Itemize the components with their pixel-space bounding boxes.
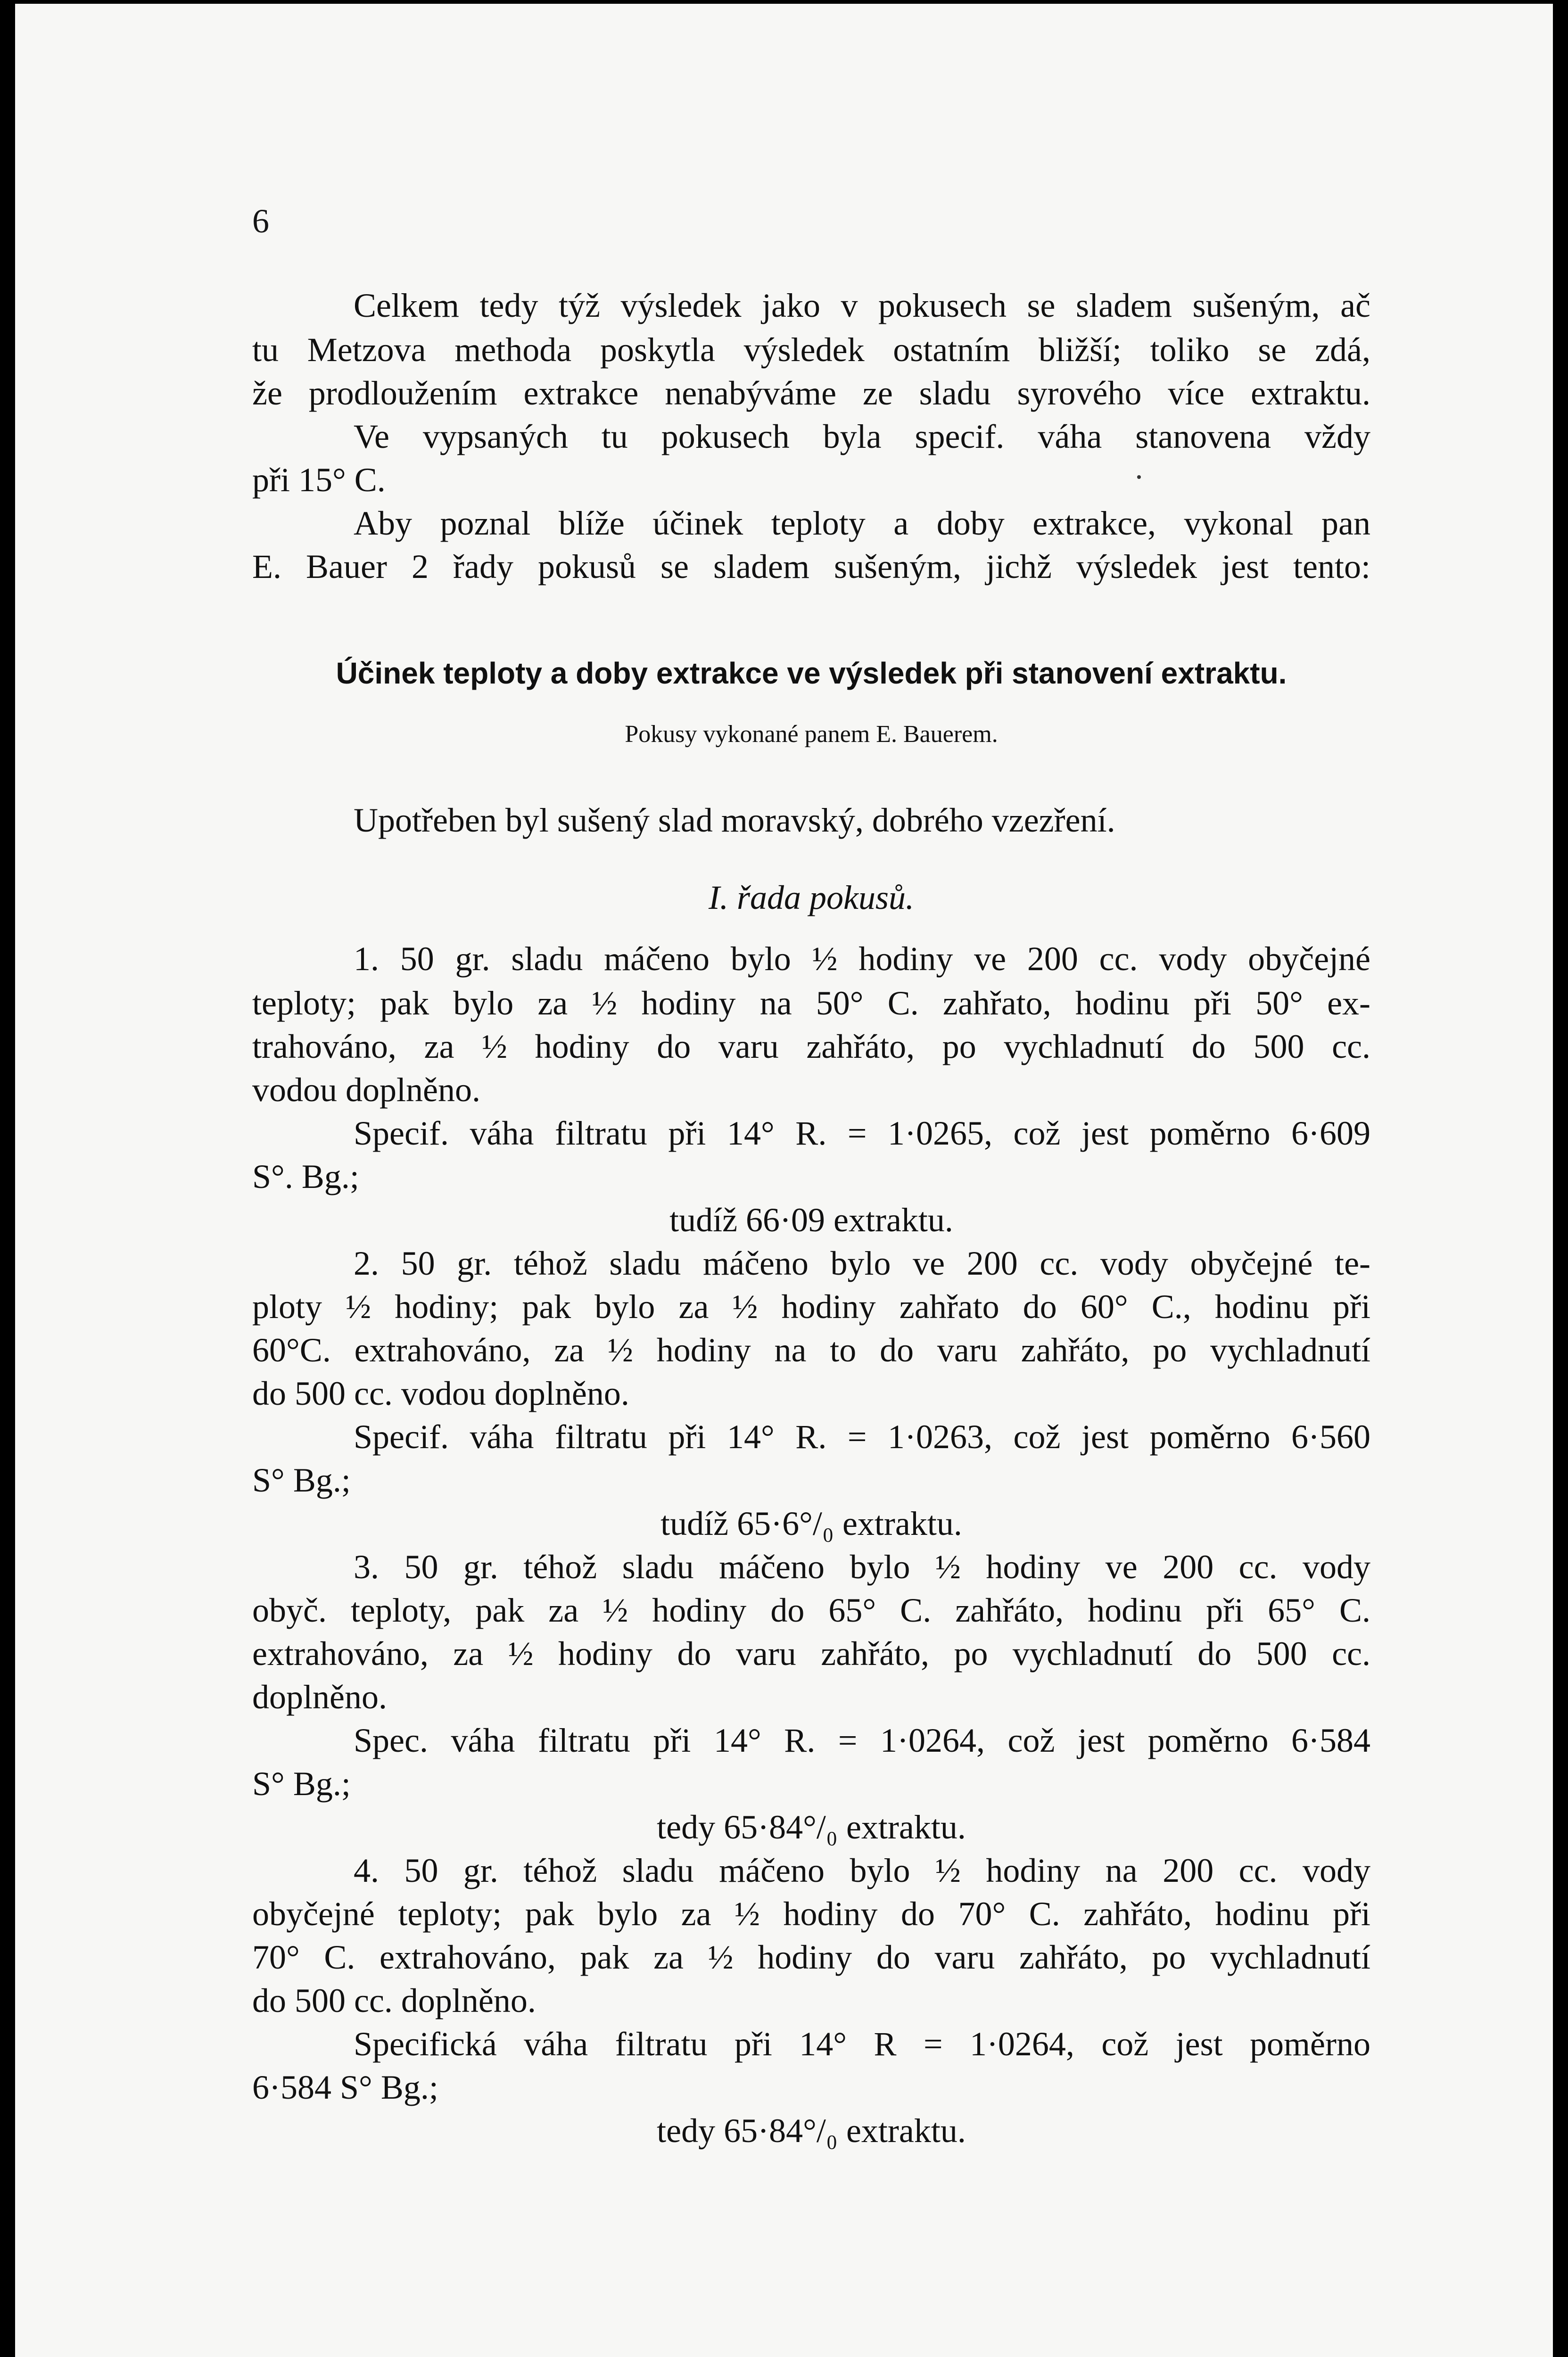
experiment-3-spec-line-2: S° Bg.; — [252, 1765, 351, 1803]
intro-line-5: při 15° C. — [252, 461, 386, 499]
document-page — [15, 4, 1553, 2357]
experiment-1-line-1: 1. 50 gr. sladu máčeno bylo ½ hodiny ve 200 cc. vody obyčejné — [354, 940, 1370, 978]
section-heading: Účinek teploty a doby extrakce ve výsledek při stanovení extraktu. — [336, 656, 1287, 690]
intro-line-2: tu Metzova methoda poskytla výsledek ostatním bližší; toliko se zdá, — [252, 331, 1370, 369]
experiment-1-spec-line-1: Specif. váha filtratu při 14° R. = 1·0265, což jest poměrno 6·609 — [354, 1114, 1370, 1152]
experiment-2-line-4: do 500 cc. vodou doplněno. — [252, 1375, 629, 1412]
experiment-2-line-3: 60°C. extrahováno, za ½ hodiny na to do varu zahřáto, po vychladnutí — [252, 1331, 1370, 1369]
intro-line-3: že prodloužením extrakce nenabýváme ze sladu syrového více extraktu. — [252, 374, 1370, 412]
experiment-3-result: tedy 65·84°/₀ extraktu. — [657, 1808, 966, 1846]
experiment-4-line-1: 4. 50 gr. téhož sladu máčeno bylo ½ hodiny na 200 cc. vody — [354, 1852, 1370, 1889]
experiment-4-result: tedy 65·84°/₀ extraktu. — [657, 2112, 966, 2150]
experiment-2-result: tudíž 65·6°/₀ extraktu. — [660, 1505, 962, 1542]
experiment-2-spec-line-2: S° Bg.; — [252, 1461, 351, 1499]
series-title: I. řada pokusů. — [709, 879, 914, 916]
experiment-1-line-2: teploty; pak bylo za ½ hodiny na 50° C. zahřato, hodinu při 50° ex- — [252, 984, 1370, 1022]
experiment-3-line-3: extrahováno, za ½ hodiny do varu zahřáto, po vychladnutí do 500 cc. — [252, 1635, 1370, 1673]
intro-line-6: Aby poznal blíže účinek teploty a doby extrakce, vykonal pan — [354, 504, 1370, 542]
material-description: Upotřeben byl sušený slad moravský, dobrého vzezření. — [354, 801, 1115, 839]
experiment-4-line-3: 70° C. extrahováno, pak za ½ hodiny do varu zahřáto, po vychladnutí — [252, 1938, 1370, 1976]
experiment-4-spec-line-1: Specifická váha filtratu při 14° R = 1·0264, což jest poměrno — [354, 2025, 1370, 2063]
experiment-2-line-1: 2. 50 gr. téhož sladu máčeno bylo ve 200 cc. vody obyčejné te- — [354, 1244, 1370, 1282]
page-number: 6 — [252, 202, 269, 240]
experiment-3-line-2: obyč. teploty, pak za ½ hodiny do 65° C. zahřáto, hodinu při 65° C. — [252, 1591, 1370, 1629]
experiment-1-line-4: vodou doplněno. — [252, 1071, 480, 1109]
intro-line-4: Ve vypsaných tu pokusech byla specif. váha stanovena vždy — [354, 418, 1370, 455]
intro-line-7: E. Bauer 2 řady pokusů se sladem sušeným, jichž výsledek jest tento: — [252, 548, 1370, 585]
section-subheading: Pokusy vykonané panem E. Bauerem. — [625, 721, 998, 748]
experiment-1-spec-line-2: S°. Bg.; — [252, 1158, 359, 1195]
experiment-2-line-2: ploty ½ hodiny; pak bylo za ½ hodiny zahřato do 60° C., hodinu při — [252, 1288, 1370, 1326]
experiment-4-spec-line-2: 6·584 S° Bg.; — [252, 2069, 438, 2106]
intro-line-1: Celkem tedy týž výsledek jako v pokusech se sladem sušeným, ač — [354, 287, 1370, 324]
experiment-3-spec-line-1: Spec. váha filtratu při 14° R. = 1·0264, což jest poměrno 6·584 — [354, 1722, 1370, 1759]
experiment-2-spec-line-1: Specif. váha filtratu při 14° R. = 1·0263, což jest poměrno 6·560 — [354, 1418, 1370, 1456]
print-dot — [1137, 475, 1141, 479]
experiment-1-line-3: trahováno, za ½ hodiny do varu zahřáto, po vychladnutí do 500 cc. — [252, 1028, 1370, 1065]
experiment-3-line-4: doplněno. — [252, 1678, 387, 1716]
experiment-4-line-2: obyčejné teploty; pak bylo za ½ hodiny do 70° C. zahřáto, hodinu při — [252, 1895, 1370, 1933]
experiment-1-result: tudíž 66·09 extraktu. — [669, 1201, 953, 1239]
experiment-3-line-1: 3. 50 gr. téhož sladu máčeno bylo ½ hodiny ve 200 cc. vody — [354, 1548, 1370, 1586]
experiment-4-line-4: do 500 cc. doplněno. — [252, 1982, 536, 2019]
